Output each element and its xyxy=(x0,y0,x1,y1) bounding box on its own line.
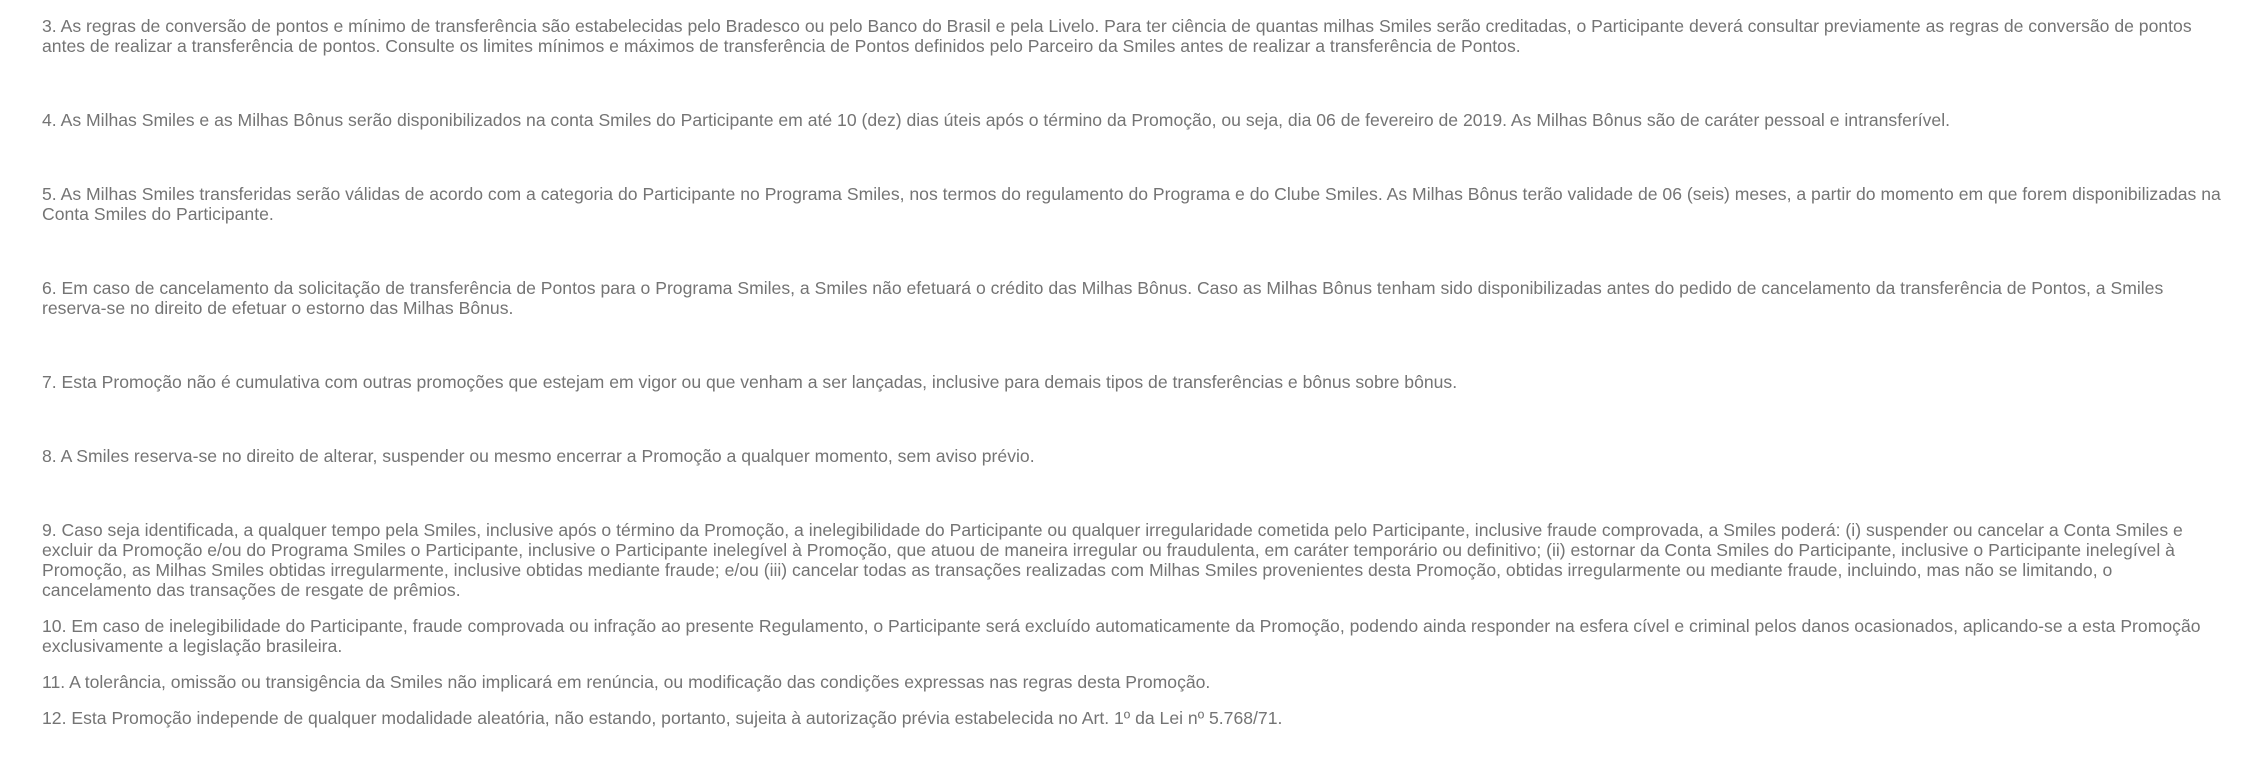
clause-7: 7. Esta Promoção não é cumulativa com outras promoções que estejam em vigor ou que venham a ser lançadas, inclusive para demais tipos de transferências e bônus sobre bônus. xyxy=(42,372,1458,392)
clause-6: 6. Em caso de cancelamento da solicitação de transferência de Pontos para o Programa Smiles, a Smiles não efetuará o crédito das Milhas Bônus. Caso as Milhas Bônus tenham sido disponibilizadas antes do pedido de cancelamento da transferência de Pontos, a Smiles reserva-se no direito de efetuar o estorno das Milhas Bônus. xyxy=(42,278,2164,318)
clause-12: 12. Esta Promoção independe de qualquer modalidade aleatória, não estando, portanto, sujeita à autorização prévia estabelecida no Art. 1º da Lei nº 5.768/71. xyxy=(42,708,1283,728)
clause-5: 5. As Milhas Smiles transferidas serão válidas de acordo com a categoria do Participante no Programa Smiles, nos termos do regulamento do Programa e do Clube Smiles. As Milhas Bônus terão validade de 06 (seis) meses, a partir do momento em que forem disponibilizadas na Conta Smiles do Participante. xyxy=(42,184,2221,224)
clause-11: 11. A tolerância, omissão ou transigência da Smiles não implicará em renúncia, ou modificação das condições expressas nas regras desta Promoção. xyxy=(42,672,1211,692)
clause-10: 10. Em caso de inelegibilidade do Participante, fraude comprovada ou infração ao presente Regulamento, o Participante será excluído automaticamente da Promoção, podendo ainda responder na esfera cível e criminal pelos danos ocasionados, aplicando-se a esta Promoção exclusivamente a legislação brasileira. xyxy=(42,616,2201,656)
clause-4: 4. As Milhas Smiles e as Milhas Bônus serão disponibilizados na conta Smiles do Participante em até 10 (dez) dias úteis após o término da Promoção, ou seja, dia 06 de fevereiro de 2019. As Milhas Bônus são de caráter pessoal e intransferível. xyxy=(42,110,1951,130)
clause-9: 9. Caso seja identificada, a qualquer tempo pela Smiles, inclusive após o término da Promoção, a inelegibilidade do Participante ou qualquer irregularidade cometida pelo Participante, inclusive fraude comprovada, a Smiles poderá: (i) suspender ou cancelar a Conta Smiles e excluir da Promoção e/ou do Programa Smiles o Participante, inclusive o Participante inelegível à Promoção, que atuou de maneira irregular ou fraudulenta, em caráter temporário ou definitivo; (ii) estornar da Conta Smiles do Participante, inclusive o Participante inelegível à Promoção, as Milhas Smiles obtidas irregularmente, inclusive obtidas mediante fraude; e/ou (iii) cancelar todas as transações realizadas com Milhas Smiles provenientes desta Promoção, obtidas irregularmente ou mediante fraude, incluindo, mas não se limitando, o cancelamento das transações de resgate de prêmios. xyxy=(42,520,2183,600)
terms-document xyxy=(42,16,2222,728)
clause-3: 3. As regras de conversão de pontos e mínimo de transferência são estabelecidas pelo Bradesco ou pelo Banco do Brasil e pela Livelo. Para ter ciência de quantas milhas Smiles serão creditadas, o Participante deverá consultar previamente as regras de conversão de pontos antes de realizar a transferência de pontos. Consulte os limites mínimos e máximos de transferência de Pontos definidos pelo Parceiro da Smiles antes de realizar a transferência de Pontos. xyxy=(42,16,2192,56)
clause-8: 8. A Smiles reserva-se no direito de alterar, suspender ou mesmo encerrar a Promoção a qualquer momento, sem aviso prévio. xyxy=(42,446,1035,466)
